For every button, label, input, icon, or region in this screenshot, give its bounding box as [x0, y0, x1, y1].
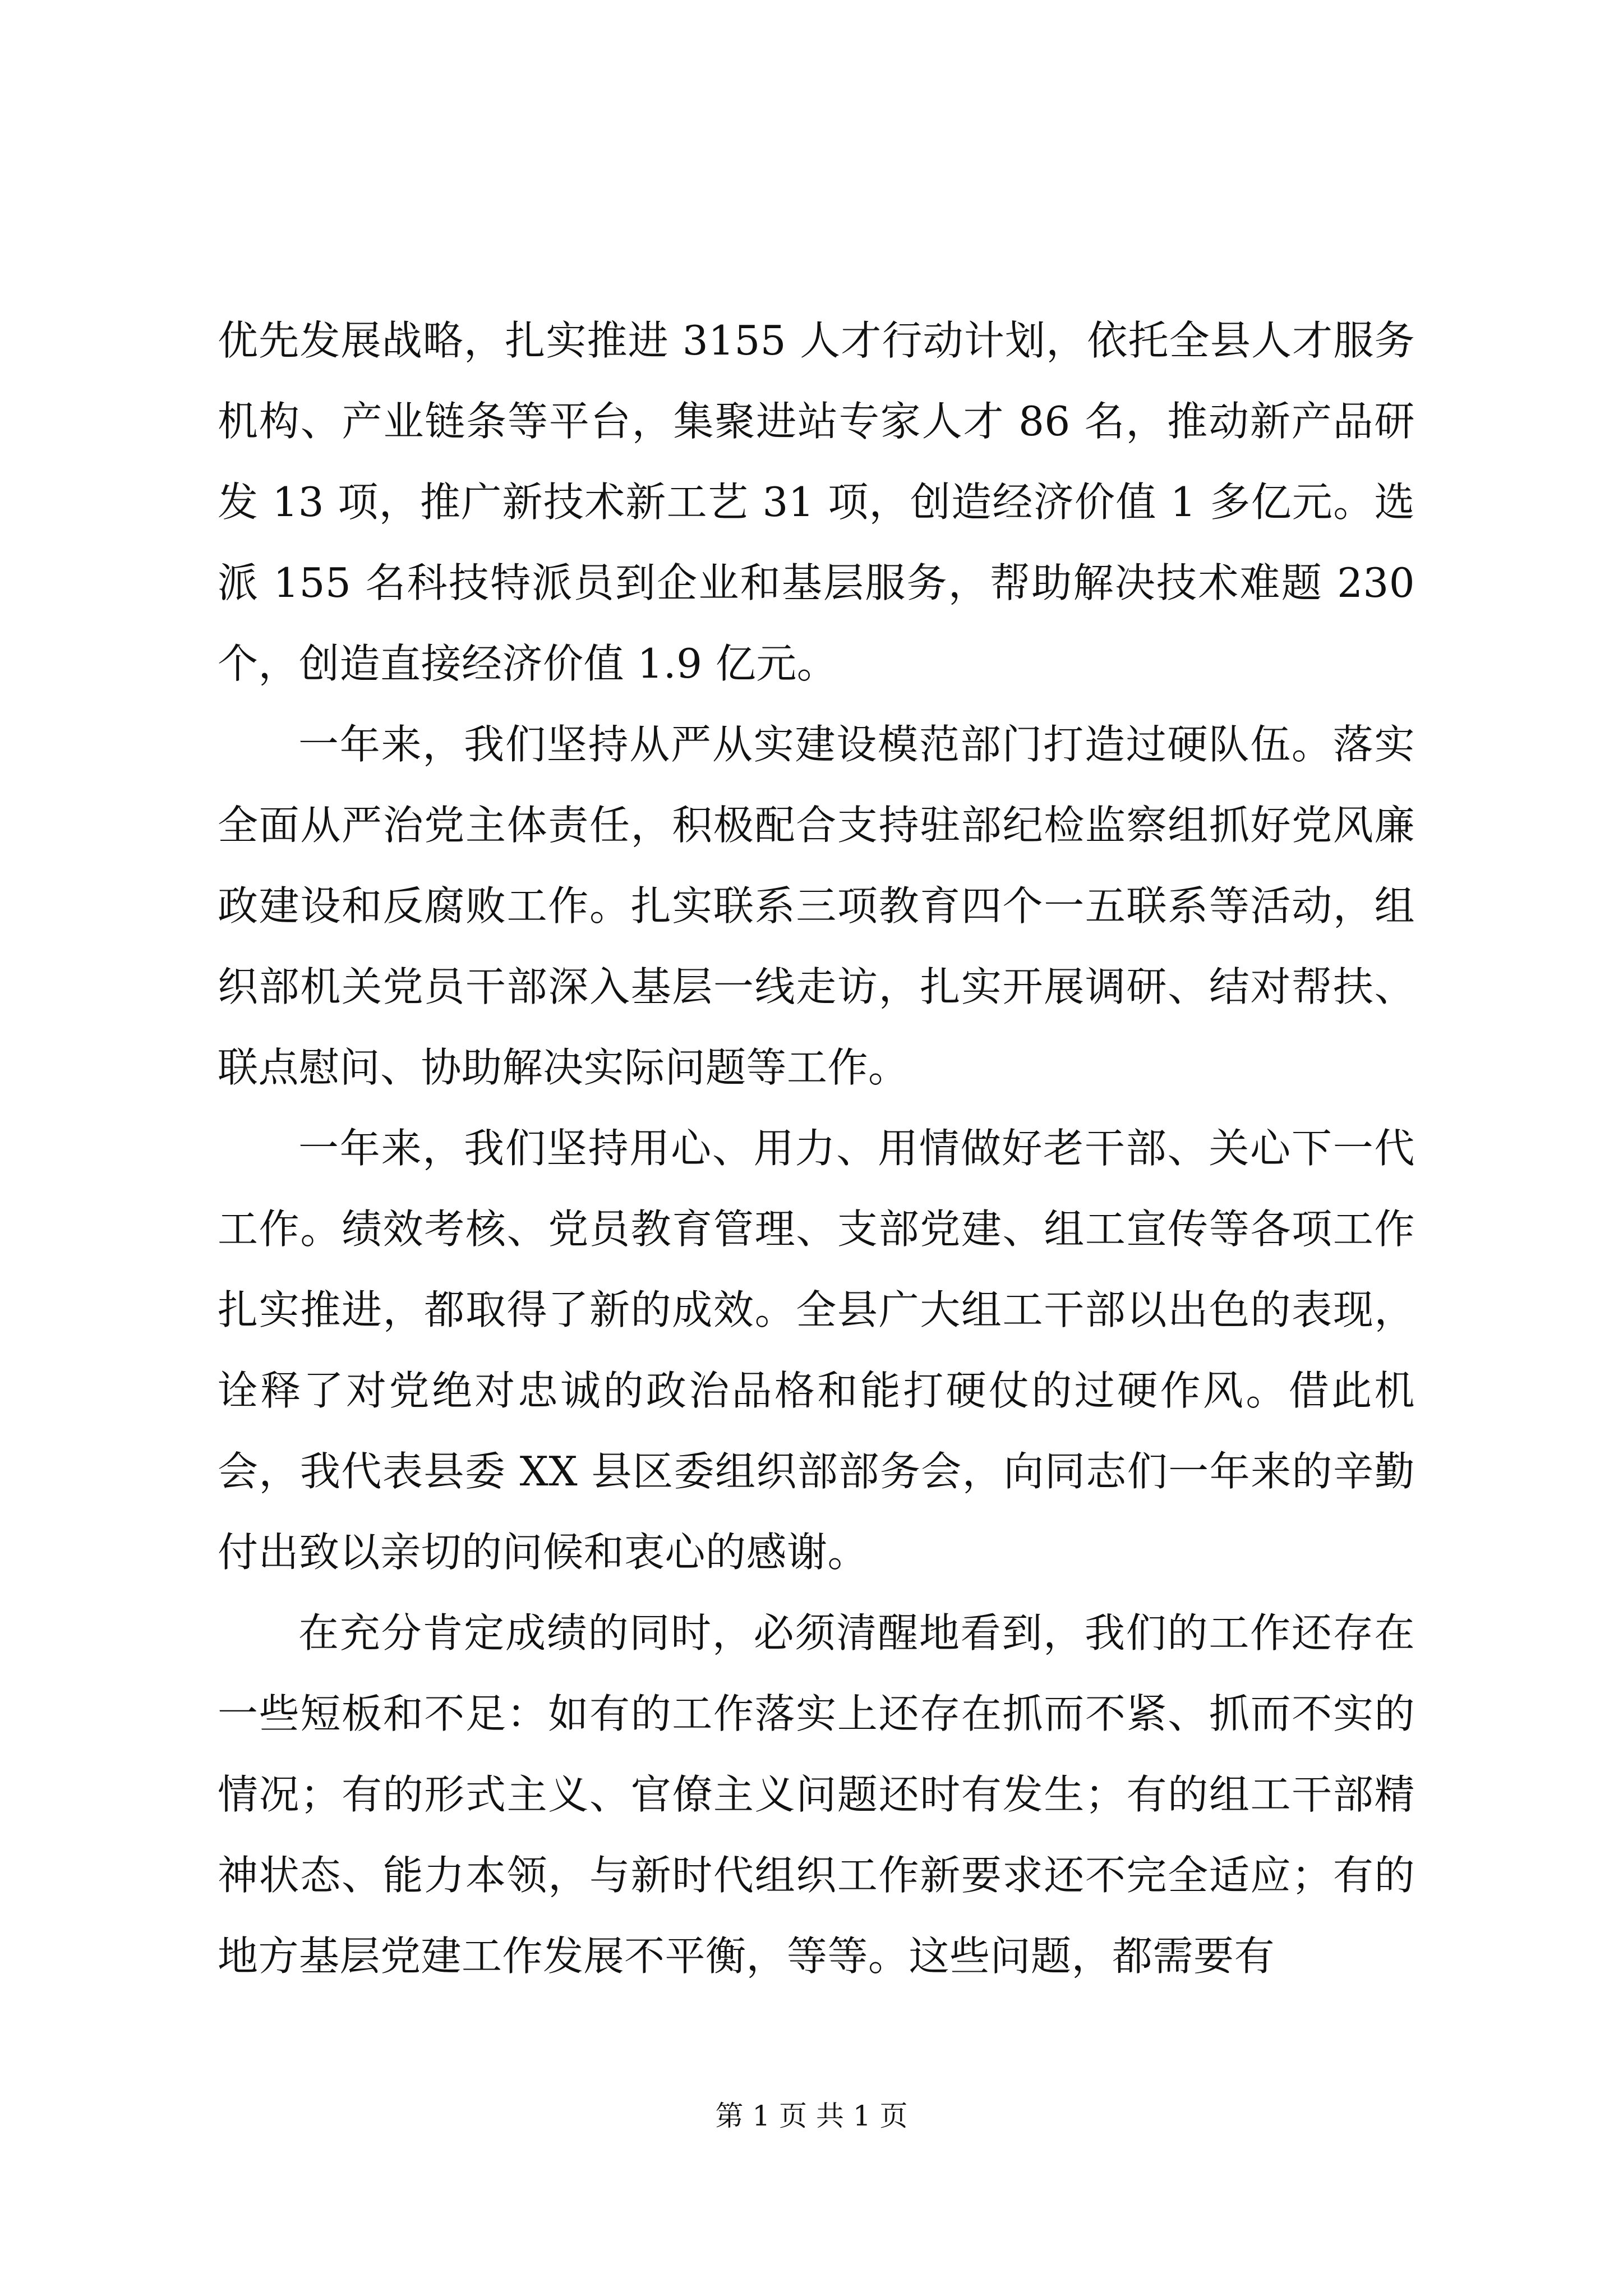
- paragraph-shortcomings: 在充分肯定成绩的同时，必须清醒地看到，我们的工作还存在一些短板和不足：如有的工作落实上还存在抓而不紧、抓而不实的情况；有的形式主义、官僚主义问题还时有发生；有的组工干部精神状态、能力本领，与新时代组织工作新要求还不完全适应；有的地方基层党建工作发展不平衡，等等。这些问题，都需要有: [218, 1609, 1415, 1980]
- page-number-footer: 第 1 页 共 1 页: [715, 2100, 908, 2132]
- paragraph-veteran-cadres: 一年来，我们坚持用心、用力、用情做好老干部、关心下一代工作。绩效考核、党员教育管理、支部党建、组工宣传等各项工作扎实推进，都取得了新的成效。全县广大组工干部以出色的表现，诠释了对党绝对忠诚的政治品格和能打硬仗的过硬作风。借此机会，我代表县委 XX 县区委组织部部务会，向同志们一年来的辛勤付出致以亲切的问候和衷心的感谢。: [218, 1125, 1415, 1576]
- document-body: [218, 300, 1415, 1996]
- paragraph-team-building: 一年来，我们坚持从严从实建设模范部门打造过硬队伍。落实全面从严治党主体责任，积极配合支持驻部纪检监察组抓好党风廉政建设和反腐败工作。扎实联系三项教育四个一五联系等活动，组织部机关党员干部深入基层一线走访，扎实开展调研、结对帮扶、联点慰问、协助解决实际问题等工作。: [218, 721, 1415, 1091]
- paragraph-continuation: 优先发展战略，扎实推进 3155 人才行动计划，依托全县人才服务机构、产业链条等平台，集聚进站专家人才 86 名，推动新产品研发 13 项，推广新技术新工艺 31 项，创造经济价值 1 多亿元。选派 155 名科技特派员到企业和基层服务，帮助解决技术难题 230 个，创造直接经济价值 1.9 亿元。: [218, 317, 1415, 687]
